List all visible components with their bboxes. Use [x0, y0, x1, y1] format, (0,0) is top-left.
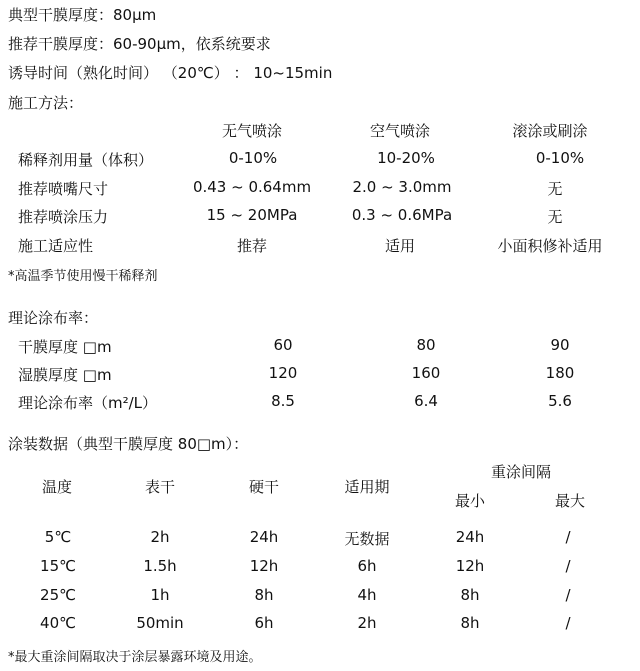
recommended-film-value: 60-90μm，依系统要求 — [113, 35, 271, 53]
cell-temp: 25℃ — [40, 586, 76, 604]
row-label: 湿膜厚度 □m — [18, 366, 112, 384]
col-header-airless: 无气喷涂 — [221, 122, 283, 140]
cell-value: 6.4 — [414, 392, 438, 410]
induction-time-line — [8, 62, 332, 83]
induction-temp: （20℃） — [162, 64, 229, 82]
coverage-section-title: 理论涂布率： — [8, 309, 99, 327]
col-header-roller-brush: 滚涂或刷涂 — [512, 122, 588, 140]
cell-recoat-max: / — [565, 557, 571, 575]
cell-pot-life: 6h — [357, 557, 377, 575]
cell-surface-dry: 1h — [150, 586, 170, 604]
recommended-film-line — [8, 33, 271, 54]
cell-value: 无 — [547, 180, 563, 198]
cell-recoat-min: 8h — [460, 614, 480, 632]
cell-value: 推荐 — [236, 237, 268, 255]
cell-value: 2.0 ~ 3.0mm — [352, 178, 452, 196]
dry-film-label: 典型干膜厚度： — [8, 6, 114, 24]
cell-temp: 5℃ — [44, 528, 72, 546]
header-recoat-max: 最大 — [554, 492, 586, 510]
cell-surface-dry: 1.5h — [143, 557, 177, 575]
header-surface-dry: 表干 — [144, 478, 176, 496]
cell-surface-dry: 2h — [150, 528, 170, 546]
coating-data-section-title: 涂装数据（典型干膜厚度 80□m）： — [8, 435, 249, 453]
cell-temp: 40℃ — [40, 614, 76, 632]
cell-value: 无 — [547, 208, 563, 226]
header-recoat-min: 最小 — [454, 492, 486, 510]
cell-value: 0.3 ~ 0.6MPa — [351, 206, 453, 224]
cell-recoat-max: / — [565, 586, 571, 604]
cell-temp: 15℃ — [40, 557, 76, 575]
dry-film-line — [8, 4, 156, 25]
cell-value: 160 — [411, 364, 441, 382]
cell-hard-dry: 8h — [254, 586, 274, 604]
cell-value: 5.6 — [548, 392, 572, 410]
cell-value: 10-20% — [377, 149, 435, 167]
coating-footnote: *最大重涂间隔取决于涂层暴露环境及用途。 — [8, 650, 262, 665]
header-temperature: 温度 — [41, 478, 73, 496]
cell-value: 180 — [545, 364, 575, 382]
recommended-film-label: 推荐干膜厚度： — [8, 35, 114, 53]
row-label: 干膜厚度 □m — [18, 338, 112, 356]
cell-recoat-min: 24h — [455, 528, 485, 546]
induction-colon: ： — [233, 64, 249, 82]
cell-value: 适用 — [384, 237, 416, 255]
cell-value: 80 — [416, 336, 436, 354]
row-label: 推荐喷嘴尺寸 — [18, 180, 109, 198]
cell-value: 0-10% — [228, 149, 278, 167]
row-label: 理论涂布率（m²/L） — [18, 394, 158, 412]
cell-surface-dry: 50min — [136, 614, 184, 632]
cell-value: 8.5 — [271, 392, 295, 410]
cell-value: 60 — [273, 336, 293, 354]
cell-pot-life: 4h — [357, 586, 377, 604]
cell-hard-dry: 12h — [249, 557, 279, 575]
application-section-title: 施工方法： — [8, 94, 84, 112]
cell-value: 0-10% — [535, 149, 585, 167]
cell-pot-life: 无数据 — [344, 530, 390, 548]
cell-value: 15 ~ 20MPa — [206, 206, 298, 224]
cell-pot-life: 2h — [357, 614, 377, 632]
cell-value: 小面积修补适用 — [497, 237, 603, 255]
row-label: 推荐喷涂压力 — [18, 208, 109, 226]
cell-value: 0.43 ~ 0.64mm — [192, 178, 312, 196]
cell-recoat-min: 8h — [460, 586, 480, 604]
col-header-air-spray: 空气喷涂 — [369, 122, 431, 140]
application-footnote: *高温季节使用慢干稀释剂 — [8, 269, 158, 284]
induction-label: 诱导时间（熟化时间） — [8, 64, 159, 82]
cell-value: 90 — [550, 336, 570, 354]
header-hard-dry: 硬干 — [248, 478, 280, 496]
row-label: 施工适应性 — [18, 237, 94, 255]
header-pot-life: 适用期 — [344, 478, 390, 496]
row-label: 稀释剂用量（体积） — [18, 151, 154, 169]
cell-recoat-min: 12h — [455, 557, 485, 575]
header-recoat-interval: 重涂间隔 — [490, 463, 552, 481]
induction-value: 10~15min — [253, 64, 333, 82]
dry-film-value: 80μm — [113, 6, 157, 24]
cell-recoat-max: / — [565, 528, 571, 546]
cell-recoat-max: / — [565, 614, 571, 632]
cell-value: 120 — [268, 364, 298, 382]
cell-hard-dry: 24h — [249, 528, 279, 546]
cell-hard-dry: 6h — [254, 614, 274, 632]
